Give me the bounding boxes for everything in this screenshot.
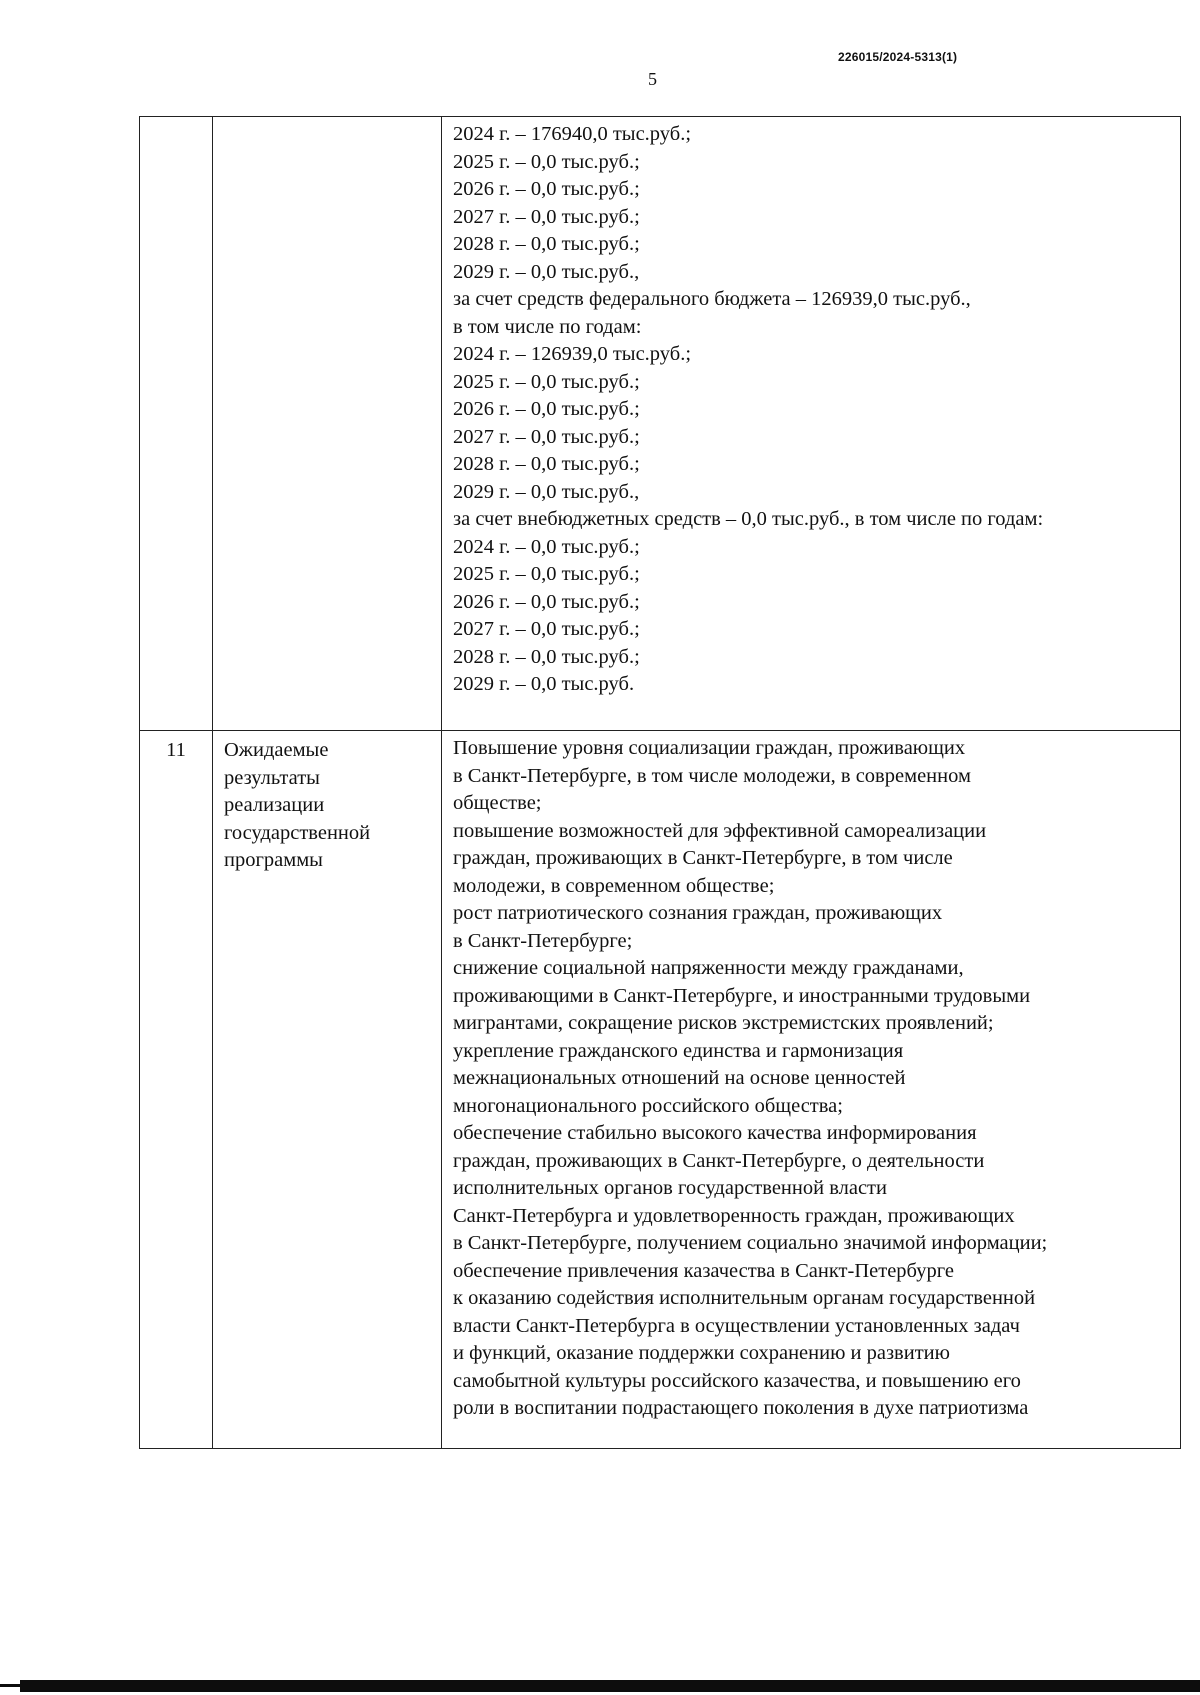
text-line: повышение возможностей для эффективной самореализации <box>453 819 987 842</box>
text-line: 2026 г. – 0,0 тыс.руб.; <box>453 178 640 200</box>
text-line: 2024 г. – 176940,0 тыс.руб.; <box>453 123 692 145</box>
text-line: мигрантами, сокращение рисков экстремистских проявлений; <box>453 1012 994 1034</box>
text-line: укрепление гражданского единства и гармонизация <box>453 1039 904 1062</box>
text-line: межнациональных отношений на основе ценностей <box>453 1067 906 1089</box>
text-line: 2025 г. – 0,0 тыс.руб.; <box>453 563 640 585</box>
text-line: к оказанию содействия исполнительным органам государственной <box>453 1287 1036 1309</box>
text-line: 2024 г. – 0,0 тыс.руб.; <box>453 535 640 558</box>
text-line: 2024 г. – 126939,0 тыс.руб.; <box>453 343 692 365</box>
text-line: 2028 г. – 0,0 тыс.руб.; <box>453 453 640 475</box>
text-line: проживающими в Санкт-Петербурге, и иностранными трудовыми <box>453 984 1031 1007</box>
text-line: и функций, оказание поддержки сохранению и развитию <box>453 1342 950 1364</box>
text-line: 2025 г. – 0,0 тыс.руб.; <box>453 370 640 393</box>
text-line: снижение социальной напряженности между гражданами, <box>453 957 964 979</box>
row-title-cell <box>213 731 442 1449</box>
text-line: 2029 г. – 0,0 тыс.руб., <box>453 480 640 503</box>
text-line: 2029 г. – 0,0 тыс.руб. <box>453 673 635 695</box>
text-line: 2026 г. – 0,0 тыс.руб.; <box>453 590 640 613</box>
text-line: рост патриотического сознания граждан, проживающих <box>453 902 943 924</box>
text-line: Повышение уровня социализации граждан, проживающих <box>453 737 966 759</box>
text-line: 2026 г. – 0,0 тыс.руб.; <box>453 398 640 420</box>
program-passport-table <box>139 116 1181 1449</box>
text-line: обществе; <box>453 792 542 814</box>
table-row <box>140 731 1181 1449</box>
text-line: самобытной культуры российского казачества, и повышению его <box>453 1369 1021 1392</box>
text-line: за счет средств федерального бюджета – 126939,0 тыс.руб., <box>453 288 971 310</box>
text-line: 2027 г. – 0,0 тыс.руб.; <box>453 205 640 228</box>
text-line: роли в воспитании подрастающего поколения в духе патриотизма <box>453 1397 1029 1419</box>
row-content-cell <box>442 731 1181 1449</box>
text-line: 2025 г. – 0,0 тыс.руб.; <box>453 150 640 173</box>
text-line: власти Санкт-Петербурга в осуществлении установленных задач <box>453 1314 1020 1337</box>
row-content-cell <box>442 117 1181 731</box>
text-line: в Санкт-Петербурге, получением социально значимой информации; <box>453 1232 1048 1254</box>
text-line: граждан, проживающих в Санкт-Петербурге, в том числе <box>453 847 953 869</box>
title-line: результаты <box>224 766 320 789</box>
text-line: граждан, проживающих в Санкт-Петербурге, о деятельности <box>453 1149 985 1172</box>
text-line: обеспечение привлечения казачества в Санкт-Петербурге <box>453 1259 954 1282</box>
text-line: 2027 г. – 0,0 тыс.руб.; <box>453 425 640 448</box>
title-line: Ожидаемые <box>224 739 329 761</box>
text-line: исполнительных органов государственной власти <box>453 1177 887 1199</box>
text-line: 2029 г. – 0,0 тыс.руб., <box>453 260 640 283</box>
text-line: 2027 г. – 0,0 тыс.руб.; <box>453 618 640 640</box>
expected-results-lines <box>453 735 1180 1423</box>
text-line: обеспечение стабильно высокого качества информирования <box>453 1122 977 1144</box>
row-number-cell <box>140 117 213 731</box>
text-line: 2028 г. – 0,0 тыс.руб.; <box>453 645 640 668</box>
title-line: реализации <box>224 794 325 816</box>
table-row <box>140 117 1181 731</box>
text-line: 2028 г. – 0,0 тыс.руб.; <box>453 233 640 255</box>
scan-bottom-edge <box>20 1680 1200 1692</box>
text-line: молодежи, в современном обществе; <box>453 874 775 897</box>
document-id: 226015/2024-5313(1) <box>838 50 958 64</box>
row-number-cell: 11 <box>140 731 213 1449</box>
page-number: 5 <box>648 69 657 89</box>
funding-lines <box>453 121 1180 699</box>
text-line: за счет внебюджетных средств – 0,0 тыс.руб., в том числе по годам: <box>453 508 1044 530</box>
text-line: Санкт-Петербурга и удовлетворенность граждан, проживающих <box>453 1204 1015 1227</box>
text-line: в Санкт-Петербурге; <box>453 929 633 952</box>
text-line: в том числе по годам: <box>453 315 642 338</box>
text-line: многонационального российского общества; <box>453 1094 843 1117</box>
text-line: в Санкт-Петербурге, в том числе молодежи, в современном <box>453 764 971 787</box>
title-line: программы <box>224 849 323 871</box>
row-title-cell <box>213 117 442 731</box>
title-line: государственной <box>224 821 371 844</box>
